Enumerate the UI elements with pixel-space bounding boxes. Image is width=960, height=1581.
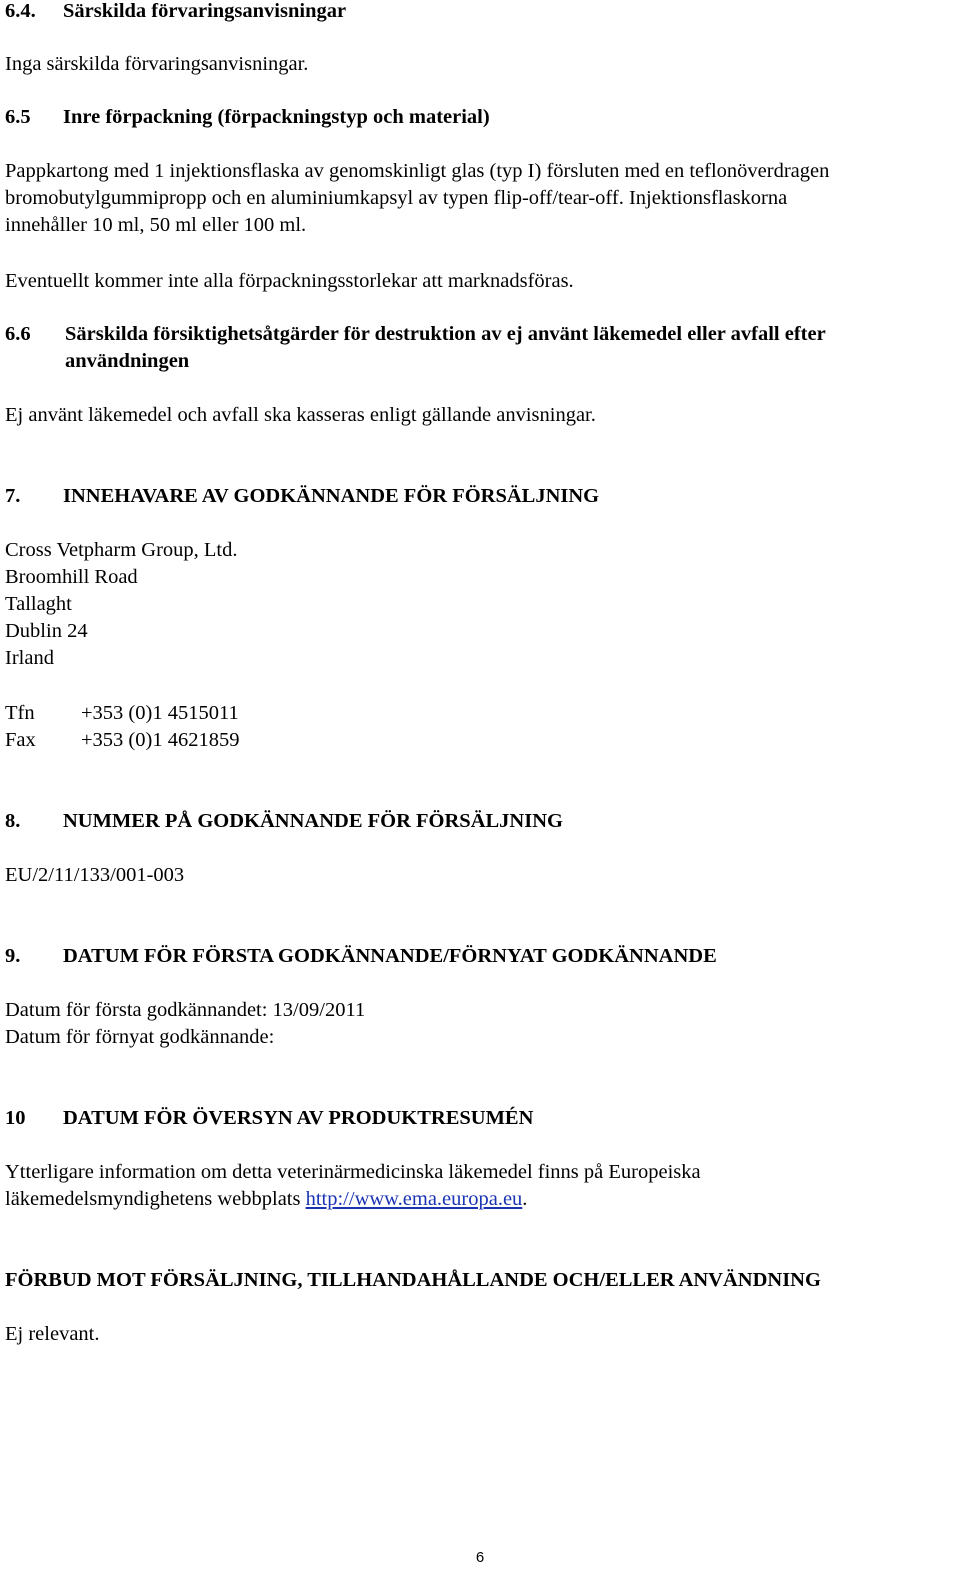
fax-label: Fax xyxy=(5,729,36,751)
section-title: Särskilda förvaringsanvisningar xyxy=(63,0,347,22)
fax-value: +353 (0)1 4621859 xyxy=(81,729,240,751)
section-title: Inre förpackning (förpackningstyp och material) xyxy=(63,106,490,128)
section-number: 8. xyxy=(5,810,21,832)
address-line: Tallaght xyxy=(5,593,72,615)
section-10-heading xyxy=(5,1105,955,1132)
section-title-line: användningen xyxy=(65,350,190,372)
section-6-6-heading xyxy=(5,321,955,375)
phone-label: Tfn xyxy=(5,702,35,724)
holder-address xyxy=(5,537,955,672)
address-line: Cross Vetpharm Group, Ltd. xyxy=(5,539,238,561)
section-8-heading xyxy=(5,808,955,835)
first-authorisation-date: Datum för första godkännandet: 13/09/2011 xyxy=(5,999,366,1021)
section-6-6-body: Ej använt läkemedel och avfall ska kasseras enligt gällande anvisningar. xyxy=(5,404,596,426)
section-6-4-heading xyxy=(5,0,955,25)
section-number: 10 xyxy=(5,1107,26,1129)
contact-numbers xyxy=(5,700,955,754)
section-number: 6.4. xyxy=(5,0,36,22)
section-6-5-body xyxy=(5,158,955,239)
section-6-4-body: Inga särskilda förvaringsanvisningar. xyxy=(5,53,309,75)
section-title: NUMMER PÅ GODKÄNNANDE FÖR FÖRSÄLJNING xyxy=(63,810,563,832)
prohibition-body: Ej relevant. xyxy=(5,1323,100,1345)
authorisation-number: EU/2/11/133/001-003 xyxy=(5,864,185,886)
section-title-line: Särskilda försiktighetsåtgärder för destruktion av ej använt läkemedel eller avfall efter xyxy=(65,323,826,345)
section-number: 9. xyxy=(5,945,21,967)
ema-website-link[interactable]: http://www.ema.europa.eu xyxy=(305,1188,523,1210)
section-6-5-note: Eventuellt kommer inte alla förpackningsstorlekar att marknadsföras. xyxy=(5,270,574,292)
fax-row xyxy=(5,727,955,754)
section-7-heading xyxy=(5,483,955,510)
phone-row xyxy=(5,700,955,727)
paragraph-line xyxy=(5,1186,955,1213)
link-prefix: läkemedelsmyndighetens webbplats xyxy=(5,1188,306,1210)
section-number: 7. xyxy=(5,485,21,507)
paragraph-line: innehåller 10 ml, 50 ml eller 100 ml. xyxy=(5,214,307,236)
section-number: 6.6 xyxy=(5,323,31,345)
page-number: 6 xyxy=(475,1549,485,1566)
address-line: Irland xyxy=(5,647,54,669)
section-10-body xyxy=(5,1159,955,1213)
section-9-body xyxy=(5,997,955,1051)
section-9-heading xyxy=(5,943,955,970)
paragraph-line: Ytterligare information om detta veterinärmedicinska läkemedel finns på Europeiska xyxy=(5,1161,701,1183)
address-line: Broomhill Road xyxy=(5,566,138,588)
section-number: 6.5 xyxy=(5,106,31,128)
address-line: Dublin 24 xyxy=(5,620,88,642)
section-6-5-heading xyxy=(5,104,955,131)
phone-value: +353 (0)1 4515011 xyxy=(81,702,239,724)
section-title: DATUM FÖR ÖVERSYN AV PRODUKTRESUMÉN xyxy=(63,1107,534,1129)
renewal-date: Datum för förnyat godkännande: xyxy=(5,1026,275,1048)
paragraph-line: Pappkartong med 1 injektionsflaska av genomskinligt glas (typ I) försluten med en teflonöverdragen xyxy=(5,160,830,182)
section-title: DATUM FÖR FÖRSTA GODKÄNNANDE/FÖRNYAT GODKÄNNANDE xyxy=(63,945,717,967)
paragraph-line: bromobutylgummipropp och en aluminiumkapsyl av typen flip-off/tear-off. Injektionsflaskorna xyxy=(5,187,788,209)
link-suffix: . xyxy=(522,1188,528,1210)
prohibition-heading: FÖRBUD MOT FÖRSÄLJNING, TILLHANDAHÅLLANDE OCH/ELLER ANVÄNDNING xyxy=(5,1269,821,1291)
section-title: INNEHAVARE AV GODKÄNNANDE FÖR FÖRSÄLJNING xyxy=(63,485,600,507)
